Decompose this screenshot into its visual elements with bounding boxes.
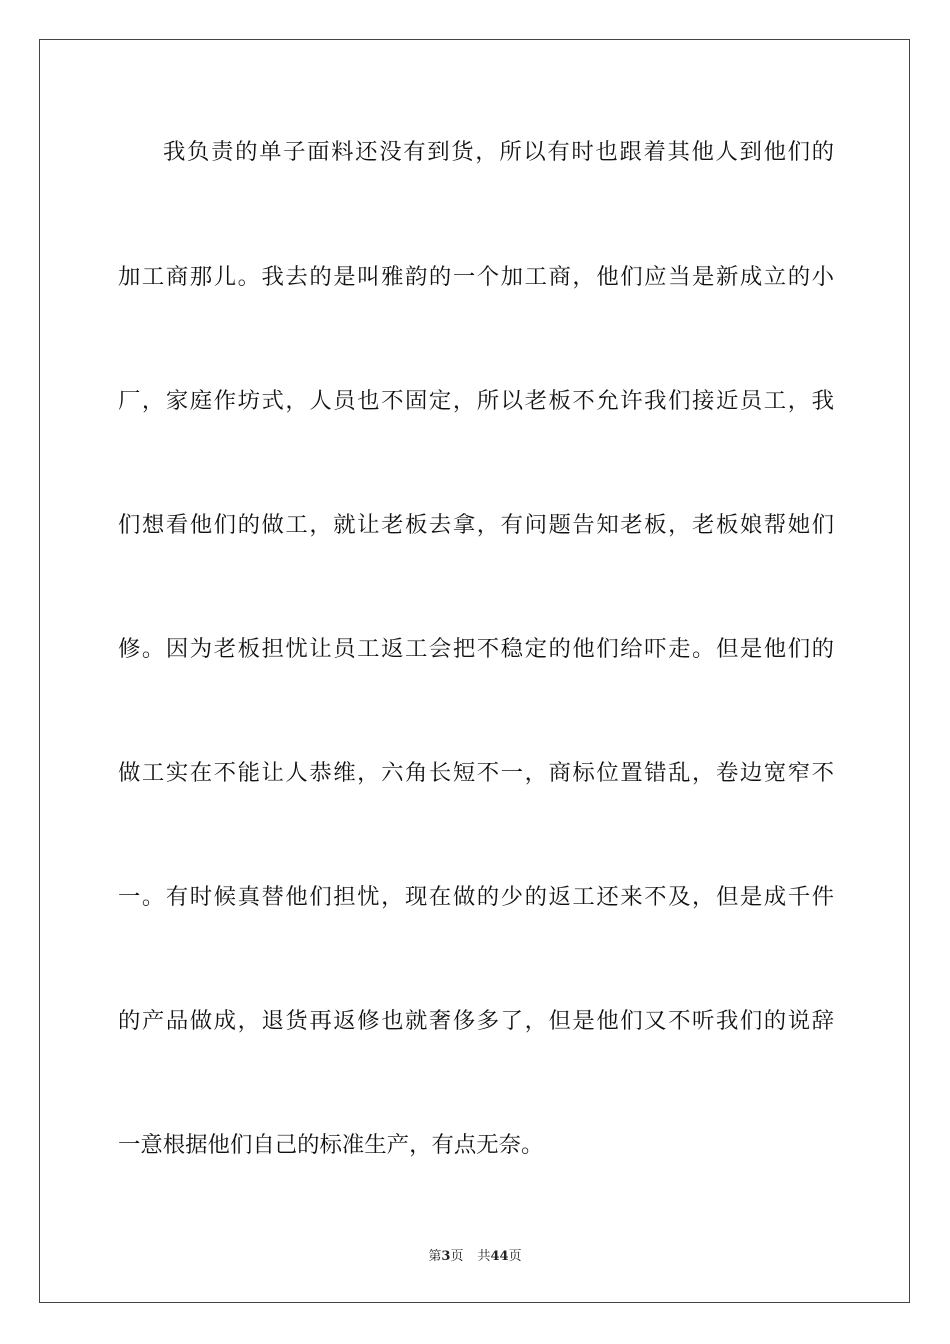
footer-total-unit: 页: [508, 1249, 522, 1264]
footer-page-unit: 页: [450, 1249, 464, 1264]
page-border: [39, 39, 910, 1303]
footer-page-current: 3: [441, 1249, 451, 1264]
paragraph-line-7: 一。有时候真替他们担忧，现在做的少的返工还来不及，但是成千件: [118, 884, 834, 910]
footer-page-total: 44: [490, 1249, 509, 1264]
paragraph-line-6: 做工实在不能让人恭维，六角长短不一，商标位置错乱，卷边宽窄不: [118, 760, 834, 786]
paragraph-line-3: 厂，家庭作坊式，人员也不固定，所以老板不允许我们接近员工，我: [118, 388, 834, 414]
page-footer: [0, 1248, 950, 1266]
paragraph-line-5: 修。因为老板担忧让员工返工会把不稳定的他们给吓走。但是他们的: [118, 636, 834, 662]
paragraph-line-1: 我负责的单子面料还没有到货，所以有时也跟着其他人到他们的: [163, 139, 834, 165]
paragraph-line-9: 一意根据他们自己的标准生产，有点无奈。: [118, 1132, 544, 1158]
footer-page-prefix: 第: [428, 1249, 442, 1264]
paragraph-line-4: 们想看他们的做工，就让老板去拿，有问题告知老板，老板娘帮她们: [118, 512, 834, 538]
paragraph-line-2: 加工商那儿。我去的是叫雅韵的一个加工商，他们应当是新成立的小: [118, 264, 834, 290]
footer-total-prefix: 共: [477, 1249, 491, 1264]
paragraph-line-8: 的产品做成，退货再返修也就奢侈多了，但是他们又不听我们的说辞: [118, 1008, 834, 1034]
